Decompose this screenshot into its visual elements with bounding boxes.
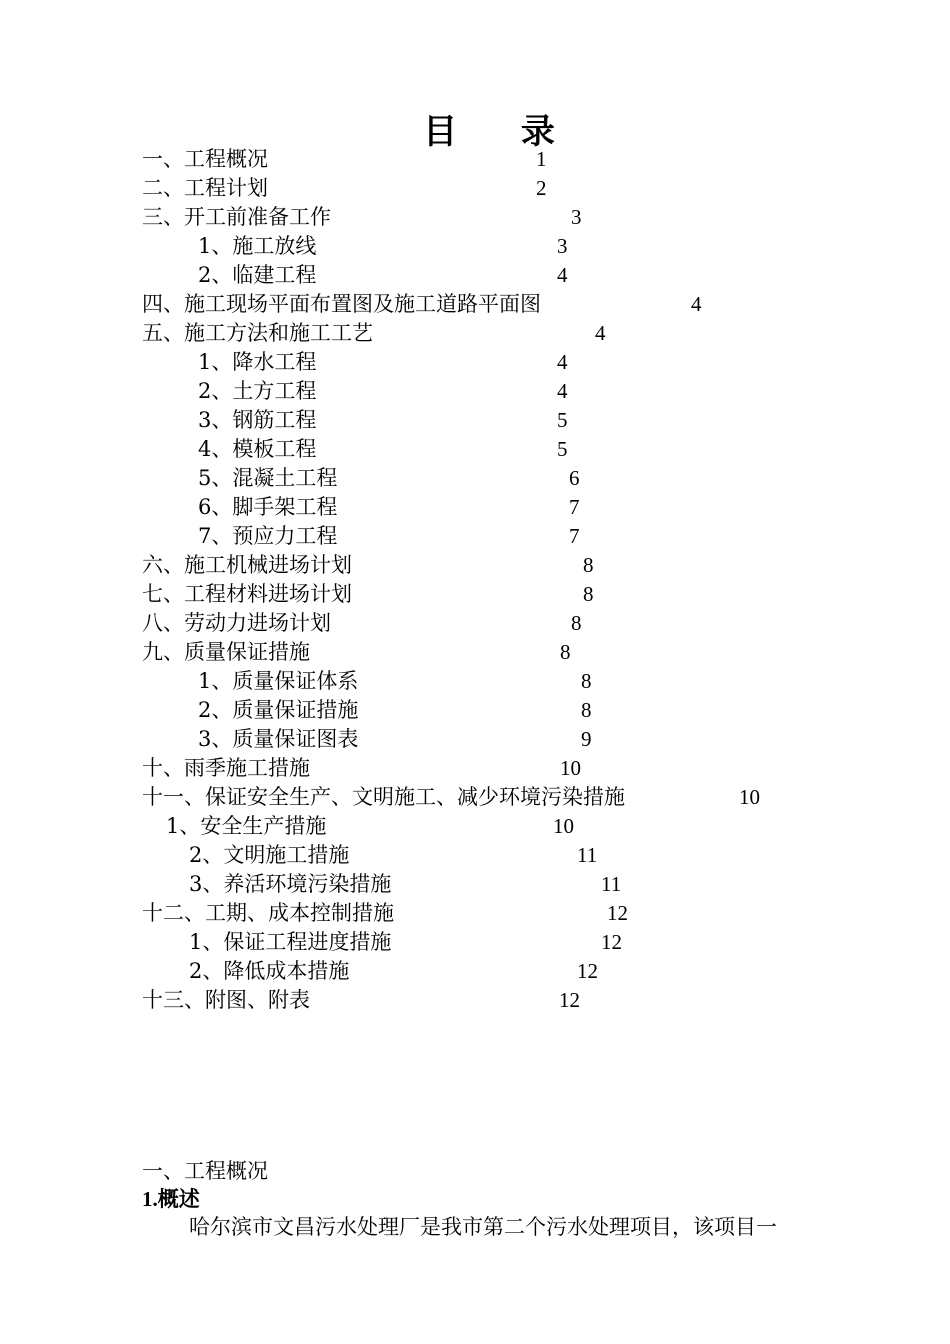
section-heading: 一、工程概况	[142, 1159, 268, 1183]
toc-entry-label: 4、模板工程	[198, 437, 317, 461]
toc-entry-label: 3、钢筋工程	[198, 408, 317, 432]
toc-entry-label: 5、混凝土工程	[198, 466, 338, 490]
toc-entry-page: 9	[581, 727, 592, 751]
body-paragraph: 哈尔滨市文昌污水处理厂是我市第二个污水处理项目，该项目一	[189, 1215, 777, 1239]
toc-entry-label: 四、施工现场平面布置图及施工道路平面图	[142, 292, 541, 316]
toc-entry-page: 4	[557, 350, 568, 374]
toc-entry-label: 十二、工期、成本控制措施	[142, 901, 394, 925]
toc-entry-page: 4	[557, 263, 568, 287]
toc-entry-page: 1	[536, 147, 547, 171]
toc-entry-label: 2、临建工程	[198, 263, 317, 287]
toc-entry-label: 1、质量保证体系	[198, 669, 359, 693]
toc-entry-page: 7	[569, 495, 580, 519]
toc-entry-label: 五、施工方法和施工工艺	[142, 321, 373, 345]
toc-entry-page: 5	[557, 437, 568, 461]
toc-entry-label: 七、工程材料进场计划	[142, 582, 352, 606]
toc-entry-label: 一、工程概况	[142, 147, 268, 171]
toc-entry-page: 10	[739, 785, 760, 809]
toc-entry-page: 8	[571, 611, 582, 635]
sub-heading-number: 1.	[142, 1187, 158, 1211]
toc-entry-label: 6、脚手架工程	[198, 495, 338, 519]
sub-heading-text: 概述	[157, 1186, 200, 1211]
toc-entry-page: 4	[557, 379, 568, 403]
toc-entry-label: 十三、附图、附表	[142, 988, 310, 1012]
toc-entry-page: 8	[560, 640, 571, 664]
toc-entry-label: 六、施工机械进场计划	[142, 553, 352, 577]
toc-entry-page: 12	[607, 901, 628, 925]
toc-entry-label: 1、安全生产措施	[166, 814, 327, 838]
toc-entry-page: 12	[559, 988, 580, 1012]
toc-entry-label: 3、养活环境污染措施	[189, 872, 392, 896]
toc-entry-page: 3	[557, 234, 568, 258]
toc-entry-page: 11	[601, 872, 622, 896]
toc-entry-label: 十、雨季施工措施	[142, 756, 310, 780]
toc-entry-page: 8	[581, 669, 592, 693]
toc-entry-label: 2、降低成本措施	[189, 959, 350, 983]
toc-entry-page: 12	[601, 930, 622, 954]
toc-entry-page: 7	[569, 524, 580, 548]
toc-entry-page: 4	[691, 292, 702, 316]
toc-entry-label: 三、开工前准备工作	[142, 205, 331, 229]
toc-entry-page: 5	[557, 408, 568, 432]
toc-entry-page: 12	[577, 959, 598, 983]
toc-entry-label: 3、质量保证图表	[198, 727, 359, 751]
toc-entry-label: 二、工程计划	[142, 176, 268, 200]
toc-entry-page: 3	[571, 205, 582, 229]
toc-entry-label: 八、劳动力进场计划	[142, 611, 331, 635]
toc-entry-label: 7、预应力工程	[198, 524, 338, 548]
toc-entry-label: 2、文明施工措施	[189, 843, 350, 867]
toc-entry-label: 2、质量保证措施	[198, 698, 359, 722]
toc-entry-label: 2、土方工程	[198, 379, 317, 403]
toc-entry-page: 10	[560, 756, 581, 780]
toc-entry-page: 10	[553, 814, 574, 838]
toc-entry-page: 8	[581, 698, 592, 722]
toc-entry-page: 2	[536, 176, 547, 200]
toc-entry-label: 九、质量保证措施	[142, 640, 310, 664]
toc-entry-label: 1、降水工程	[198, 350, 317, 374]
toc-title: 目 录	[423, 112, 581, 152]
toc-entry-page: 4	[595, 321, 606, 345]
toc-entry-page: 11	[577, 843, 598, 867]
toc-entry-label: 1、保证工程进度措施	[189, 930, 392, 954]
toc-entry-label: 1、施工放线	[198, 234, 317, 258]
toc-entry-label: 十一、保证安全生产、文明施工、减少环境污染措施	[142, 785, 625, 809]
toc-entry-page: 6	[569, 466, 580, 490]
toc-entry-page: 8	[583, 582, 594, 606]
toc-entry-page: 8	[583, 553, 594, 577]
sub-heading	[142, 1184, 200, 1214]
